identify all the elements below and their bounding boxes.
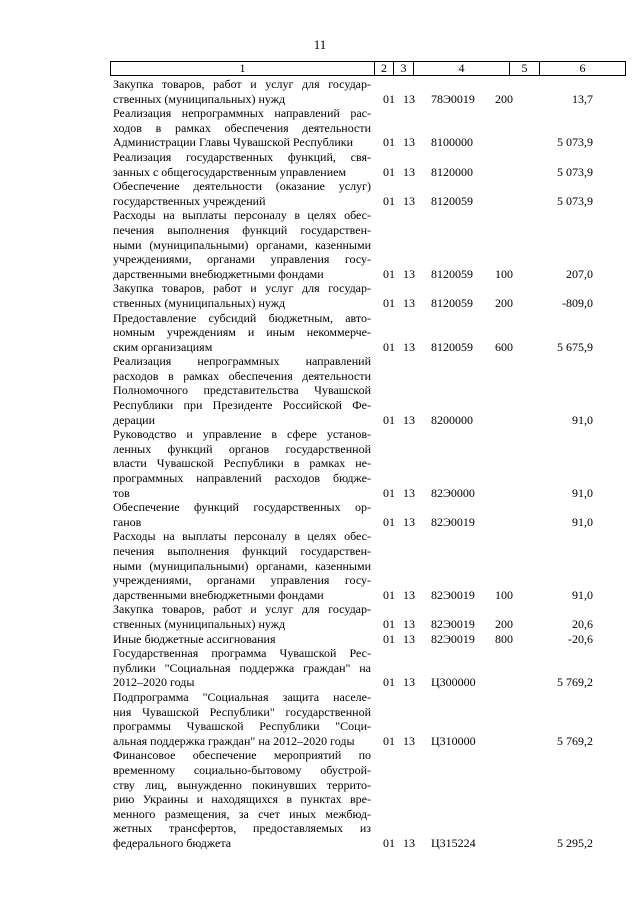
table-row bbox=[113, 208, 593, 281]
cell-col-4: Ц300000 bbox=[431, 675, 476, 690]
description-line: рию Украины и находящихся в пунктах вре- bbox=[113, 792, 371, 807]
description-line: учреждениями, органами управления госу- bbox=[113, 573, 371, 588]
cell-col-6: 5 295,2 bbox=[557, 835, 593, 850]
description-line: ственных (муниципальных) нужд bbox=[113, 91, 286, 106]
table-row bbox=[113, 106, 593, 150]
table-row bbox=[113, 529, 593, 602]
cell-col-3: 13 bbox=[403, 91, 415, 106]
cell-col-6: 91,0 bbox=[572, 485, 593, 500]
row-description bbox=[113, 106, 371, 150]
cell-col-2: 01 bbox=[383, 295, 395, 310]
cell-col-3: 13 bbox=[403, 587, 415, 602]
page-number: 11 bbox=[313, 37, 327, 52]
cell-col-3: 13 bbox=[403, 616, 415, 631]
cell-col-6: 207,0 bbox=[566, 266, 593, 281]
table-row bbox=[113, 632, 593, 647]
cell-col-3: 13 bbox=[403, 295, 415, 310]
table-row bbox=[113, 427, 593, 500]
cell-col-4: 8120000 bbox=[431, 164, 473, 179]
cell-col-5: 100 bbox=[495, 587, 513, 602]
cell-col-2: 01 bbox=[383, 485, 395, 500]
cell-col-2: 01 bbox=[383, 514, 395, 529]
description-line: публики "Социальная поддержка граждан" на bbox=[113, 660, 371, 675]
description-line: программы Чувашской Республики "Соци- bbox=[113, 719, 371, 734]
cell-col-5: 100 bbox=[495, 266, 513, 281]
column-header-6: 6 bbox=[579, 61, 586, 75]
description-line: ными (муниципальными) органами, казенными bbox=[113, 237, 371, 252]
cell-col-6: -20,6 bbox=[568, 631, 593, 646]
table-row bbox=[113, 690, 593, 748]
cell-col-5: 800 bbox=[495, 631, 513, 646]
cell-col-6: 5 073,9 bbox=[557, 164, 593, 179]
cell-col-5: 200 bbox=[495, 91, 513, 106]
description-line: ными (муниципальными) органами, казенными bbox=[113, 558, 371, 573]
column-header-1: 1 bbox=[111, 62, 375, 75]
row-description bbox=[113, 77, 371, 106]
description-line: ственных (муниципальных) нужд bbox=[113, 616, 286, 631]
table-row bbox=[113, 179, 593, 208]
cell-col-4: 82Э0019 bbox=[431, 616, 475, 631]
description-line: учреждениями, органами управления госу- bbox=[113, 252, 371, 267]
cell-col-4: 82Э0019 bbox=[431, 587, 475, 602]
cell-col-4: 8120059 bbox=[431, 295, 473, 310]
cell-col-3: 13 bbox=[403, 675, 415, 690]
cell-col-6: 5 769,2 bbox=[557, 733, 593, 748]
cell-col-3: 13 bbox=[403, 631, 415, 646]
row-description bbox=[113, 281, 371, 310]
cell-col-6: 5 769,2 bbox=[557, 675, 593, 690]
description-line: власти Чувашской Республики в рамках не- bbox=[113, 456, 371, 471]
row-description bbox=[113, 208, 371, 281]
description-line: ству лиц, вынужденно покинувших террито- bbox=[113, 777, 371, 792]
table-body bbox=[113, 77, 593, 850]
cell-col-2: 01 bbox=[383, 587, 395, 602]
description-line: Руководство и управление в сфере установ- bbox=[113, 427, 371, 442]
cell-col-2: 01 bbox=[383, 835, 395, 850]
cell-col-2: 01 bbox=[383, 675, 395, 690]
description-line: Реализация непрограммных направлений bbox=[113, 354, 371, 369]
description-line: дерации bbox=[113, 412, 156, 427]
table-row bbox=[113, 646, 593, 690]
cell-col-6: 5 073,9 bbox=[557, 135, 593, 150]
column-header-4: 4 bbox=[414, 62, 510, 75]
description-line: Расходы на выплаты персоналу в целях обес- bbox=[113, 529, 371, 544]
cell-col-3: 13 bbox=[403, 193, 415, 208]
description-line: Иные бюджетные ассигнования bbox=[113, 631, 276, 646]
row-description bbox=[113, 602, 371, 631]
row-description bbox=[113, 748, 371, 850]
description-line: Обеспечение деятельности (оказание услуг) bbox=[113, 179, 371, 194]
column-header-2: 2 bbox=[375, 62, 394, 75]
description-line: печения выполнения функций государствен- bbox=[113, 222, 371, 237]
table-row bbox=[113, 500, 593, 529]
table-row bbox=[113, 150, 593, 179]
cell-col-3: 13 bbox=[403, 412, 415, 427]
cell-col-4: Ц310000 bbox=[431, 733, 476, 748]
column-header-5: 5 bbox=[510, 62, 540, 75]
description-line: занных с общегосударственным управлением bbox=[113, 164, 347, 179]
row-description bbox=[113, 427, 371, 500]
cell-col-3: 13 bbox=[403, 266, 415, 281]
cell-col-4: 78Э0019 bbox=[431, 91, 475, 106]
description-line: Обеспечение функций государственных ор- bbox=[113, 500, 371, 515]
cell-col-2: 01 bbox=[383, 733, 395, 748]
cell-col-6: 20,6 bbox=[572, 616, 593, 631]
description-line: дарственными внебюджетными фондами bbox=[113, 587, 324, 602]
cell-col-2: 01 bbox=[383, 266, 395, 281]
description-line: номным учреждениям и иным некоммерче- bbox=[113, 325, 371, 340]
cell-col-4: 82Э0019 bbox=[431, 514, 475, 529]
cell-col-2: 01 bbox=[383, 339, 395, 354]
cell-col-4: 82Э0000 bbox=[431, 485, 475, 500]
description-line: менного размещения, за счет иных межбюд- bbox=[113, 806, 371, 821]
description-line: Полномочного представительства Чувашской bbox=[113, 383, 371, 398]
description-line: печения выполнения функций государствен- bbox=[113, 544, 371, 558]
table-row bbox=[113, 281, 593, 310]
description-line: федерального бюджета bbox=[113, 835, 232, 850]
description-line: 2012–2020 годы bbox=[113, 675, 195, 690]
cell-col-2: 01 bbox=[383, 135, 395, 150]
row-description bbox=[113, 529, 371, 602]
cell-col-2: 01 bbox=[383, 631, 395, 646]
row-description bbox=[113, 179, 371, 208]
description-line: Подпрограмма "Социальная защита населе- bbox=[113, 689, 371, 704]
cell-col-3: 13 bbox=[403, 835, 415, 850]
row-description bbox=[113, 646, 371, 690]
description-line: дарственными внебюджетными фондами bbox=[113, 266, 324, 281]
cell-col-3: 13 bbox=[403, 485, 415, 500]
row-description bbox=[113, 354, 371, 427]
cell-col-6: 91,0 bbox=[572, 514, 593, 529]
description-line: программных направлений расходов бюдже- bbox=[113, 471, 371, 486]
description-line: ния Чувашской Республики" государственной bbox=[113, 704, 371, 719]
cell-col-4: Ц315224 bbox=[431, 835, 476, 850]
cell-col-5: 200 bbox=[495, 616, 513, 631]
cell-col-6: 13,7 bbox=[572, 91, 593, 106]
row-description bbox=[113, 632, 371, 647]
table-row bbox=[113, 77, 593, 106]
description-line: жетных трансфертов, предоставляемых из bbox=[113, 821, 371, 836]
description-line: временному социально-бытовому обустрой- bbox=[113, 762, 371, 777]
description-line: Закупка товаров, работ и услуг для государ- bbox=[113, 602, 371, 617]
cell-col-6: 5 073,9 bbox=[557, 193, 593, 208]
description-line: Реализация непрограммных направлений рас- bbox=[113, 106, 371, 121]
description-line: Государственная программа Чувашской Рес- bbox=[113, 646, 371, 661]
cell-col-3: 13 bbox=[403, 733, 415, 748]
cell-col-2: 01 bbox=[383, 616, 395, 631]
table-row bbox=[113, 602, 593, 631]
description-line: Реализация государственных функций, свя- bbox=[113, 149, 371, 164]
description-line: альная поддержка граждан" на 2012–2020 годы bbox=[113, 733, 355, 748]
row-description bbox=[113, 500, 371, 529]
cell-col-6: 91,0 bbox=[572, 412, 593, 427]
cell-col-4: 8200000 bbox=[431, 412, 473, 427]
table-row bbox=[113, 311, 593, 355]
table-row bbox=[113, 748, 593, 850]
cell-col-4: 82Э0019 bbox=[431, 631, 475, 646]
description-line: Закупка товаров, работ и услуг для государ- bbox=[113, 281, 371, 296]
description-line: государственных учреждений bbox=[113, 193, 266, 208]
description-line: ленных функций органов государственной bbox=[113, 441, 371, 456]
description-line: ским организациям bbox=[113, 339, 213, 354]
cell-col-3: 13 bbox=[403, 514, 415, 529]
cell-col-5: 200 bbox=[495, 295, 513, 310]
cell-col-4: 8100000 bbox=[431, 135, 473, 150]
description-line: Республики при Президенте Российской Фе- bbox=[113, 398, 371, 413]
cell-col-2: 01 bbox=[383, 193, 395, 208]
cell-col-3: 13 bbox=[403, 339, 415, 354]
cell-col-4: 8120059 bbox=[431, 266, 473, 281]
cell-col-5: 600 bbox=[495, 339, 513, 354]
description-line: ходов в рамках обеспечения деятельности bbox=[113, 120, 371, 135]
description-line: Закупка товаров, работ и услуг для государ- bbox=[113, 77, 371, 91]
column-header-3: 3 bbox=[394, 62, 414, 75]
row-description bbox=[113, 311, 371, 355]
cell-col-2: 01 bbox=[383, 91, 395, 106]
cell-col-6: -809,0 bbox=[562, 295, 593, 310]
cell-col-4: 8120059 bbox=[431, 193, 473, 208]
row-description bbox=[113, 690, 371, 748]
cell-col-3: 13 bbox=[403, 135, 415, 150]
description-line: ственных (муниципальных) нужд bbox=[113, 295, 286, 310]
description-line: Расходы на выплаты персоналу в целях обес- bbox=[113, 208, 371, 223]
cell-col-2: 01 bbox=[383, 412, 395, 427]
table-header bbox=[110, 61, 626, 76]
cell-col-3: 13 bbox=[403, 164, 415, 179]
description-line: Финансовое обеспечение мероприятий по bbox=[113, 748, 371, 763]
cell-col-6: 5 675,9 bbox=[557, 339, 593, 354]
cell-col-6: 91,0 bbox=[572, 587, 593, 602]
description-line: Администрации Главы Чувашской Республики bbox=[113, 135, 354, 150]
description-line: тов bbox=[113, 485, 130, 500]
description-line: Предоставление субсидий бюджетным, авто- bbox=[113, 310, 371, 325]
cell-col-2: 01 bbox=[383, 164, 395, 179]
table-row bbox=[113, 354, 593, 427]
row-description bbox=[113, 150, 371, 179]
description-line: ганов bbox=[113, 514, 142, 529]
cell-col-4: 8120059 bbox=[431, 339, 473, 354]
description-line: расходов в рамках обеспечения деятельности bbox=[113, 368, 371, 383]
